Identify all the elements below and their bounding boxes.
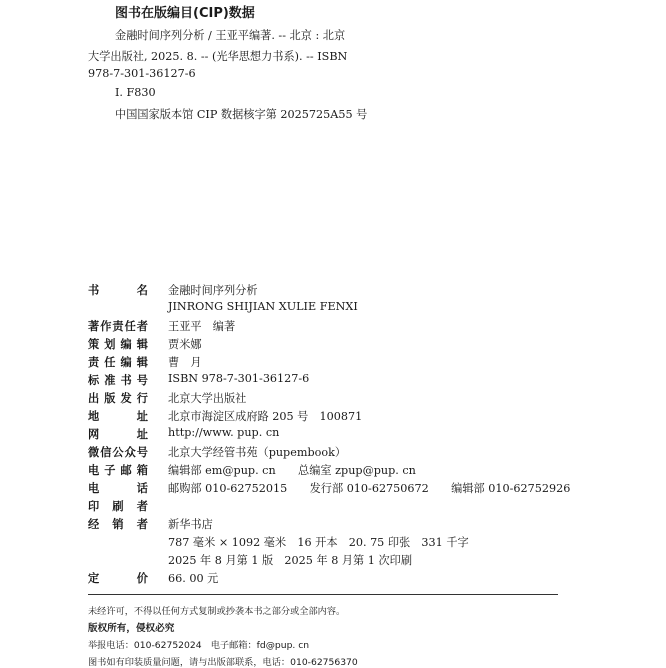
label-char: 划 [104, 338, 116, 351]
label-char: 编 [120, 356, 132, 369]
planner-label [88, 336, 148, 352]
label-char: 价 [136, 572, 148, 585]
editor-value: 曹 月 [168, 356, 202, 369]
label-char: 公 [112, 446, 124, 459]
email-label [88, 462, 148, 478]
editor-label [88, 354, 148, 370]
cip-line-4: Ⅰ. F830 [115, 86, 156, 99]
label-char: 址 [136, 428, 148, 441]
label-char: 任 [104, 356, 116, 369]
rights-reserved: 版权所有，侵权必究 [88, 623, 175, 634]
label-char: 辑 [136, 356, 148, 369]
publisher-label [88, 390, 148, 406]
address-value: 北京市海淀区成府路 205 号 100871 [168, 410, 363, 423]
label-char: 话 [136, 482, 148, 495]
label-char: 辑 [136, 338, 148, 351]
label-char: 电 [88, 482, 100, 495]
price-value: 66. 00 元 [168, 572, 219, 585]
edition-value: 2025 年 8 月第 1 版 2025 年 8 月第 1 次印刷 [168, 554, 413, 567]
label-char: 地 [88, 410, 100, 423]
label-char: 刷 [112, 500, 124, 513]
label-char: 策 [88, 338, 100, 351]
label-char: 行 [136, 392, 148, 405]
cip-line-2: 大学出版社, 2025. 8. -- (光华思想力书系). -- ISBN [88, 50, 348, 63]
copy-notice: 未经许可，不得以任何方式复制或抄袭本书之部分或全部内容。 [88, 606, 346, 617]
phone-value: 邮购部 010-62752015 发行部 010-62750672 编辑部 010-62752926 [168, 482, 571, 495]
label-char: 责 [112, 320, 124, 333]
label-char: 者 [136, 320, 148, 333]
isbn-label [88, 372, 148, 388]
label-char: 号 [136, 446, 148, 459]
publisher-value: 北京大学出版社 [168, 392, 247, 405]
book-name-value: 金融时间序列分析 [168, 284, 258, 297]
printer-label [88, 498, 148, 514]
distributor-value: 新华书店 [168, 518, 213, 531]
author-value: 王亚平 编著 [168, 320, 236, 333]
phone-label [88, 480, 148, 496]
label-char: 名 [136, 284, 148, 297]
cip-line-3: 978-7-301-36127-6 [88, 67, 196, 80]
email-value: 编辑部 em@pup. cn 总编室 zpup@pup. cn [168, 464, 416, 477]
cip-line-1: 金融时间序列分析 / 王亚平编著. -- 北京 : 北京 [115, 29, 346, 42]
label-char: 者 [136, 518, 148, 531]
label-char: 责 [88, 356, 100, 369]
label-char: 著 [88, 320, 100, 333]
wechat-value: 北京大学经管书苑（pupembook） [168, 446, 347, 459]
address-label [88, 408, 148, 424]
label-char: 号 [136, 374, 148, 387]
label-char: 准 [104, 374, 116, 387]
label-char: 任 [124, 320, 136, 333]
isbn-value: ISBN 978-7-301-36127-6 [168, 372, 310, 385]
website-value: http://www. pup. cn [168, 426, 280, 439]
wechat-label [88, 444, 148, 460]
label-char: 者 [136, 500, 148, 513]
label-char: 作 [100, 320, 112, 333]
label-char: 微 [88, 446, 100, 459]
label-char: 箱 [136, 464, 148, 477]
cip-line-5: 中国国家版本馆 CIP 数据核字第 2025725A55 号 [115, 108, 368, 121]
label-char: 众 [124, 446, 136, 459]
label-char: 子 [104, 464, 116, 477]
label-char: 网 [88, 428, 100, 441]
label-char: 销 [112, 518, 124, 531]
cip-title: 图书在版编目(CIP)数据 [115, 6, 255, 21]
divider-line [88, 594, 558, 595]
label-char: 发 [120, 392, 132, 405]
label-char: 邮 [120, 464, 132, 477]
price-label [88, 570, 148, 586]
planner-value: 贾米娜 [168, 338, 202, 351]
label-char: 经 [88, 518, 100, 531]
label-char: 电 [88, 464, 100, 477]
website-label [88, 426, 148, 442]
book-name-label [88, 282, 148, 298]
label-char: 定 [88, 572, 100, 585]
spec-value: 787 毫米 × 1092 毫米 16 开本 20. 75 印张 331 千字 [168, 536, 469, 549]
pinyin-title: JINRONG SHIJIAN XULIE FENXI [168, 300, 358, 313]
label-char: 版 [104, 392, 116, 405]
label-char: 出 [88, 392, 100, 405]
report-contact: 举报电话：010-62752024 电子邮箱：fd@pup. cn [88, 640, 310, 651]
label-char: 址 [136, 410, 148, 423]
label-char: 标 [88, 374, 100, 387]
author-label [88, 318, 148, 334]
label-char: 印 [88, 500, 100, 513]
label-char: 信 [100, 446, 112, 459]
distributor-label [88, 516, 148, 532]
label-char: 书 [120, 374, 132, 387]
quality-contact: 图书如有印装质量问题，请与出版部联系，电话：010-62756370 [88, 657, 358, 668]
label-char: 书 [88, 284, 100, 297]
label-char: 编 [120, 338, 132, 351]
